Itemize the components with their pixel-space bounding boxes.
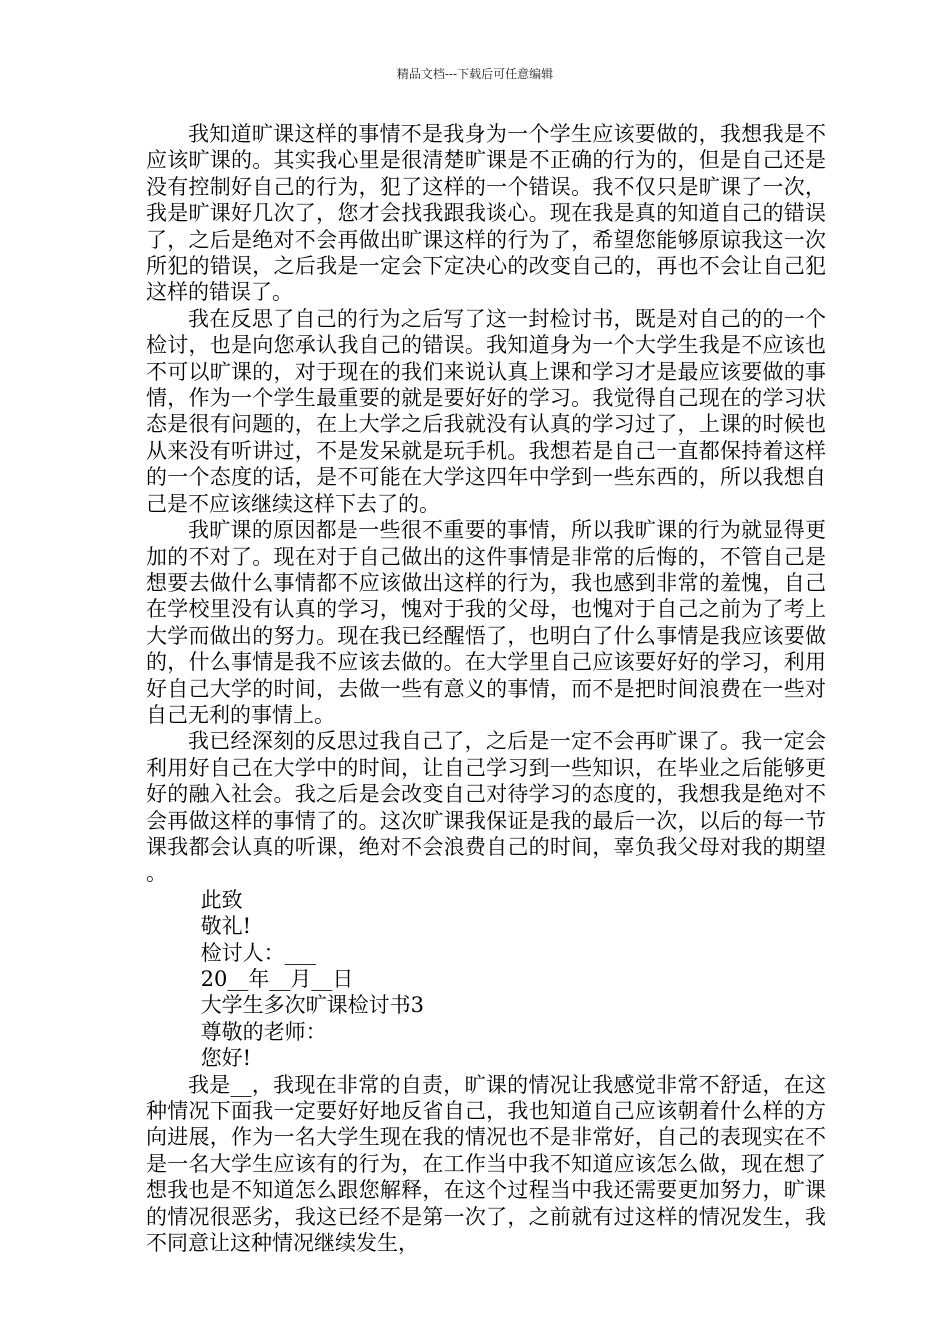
document-body [146, 121, 826, 1256]
page-header: 精品文档---下载后可任意编辑 [396, 67, 554, 81]
signer-line: 检讨人：___ [200, 940, 317, 965]
closing-salutation: 此致 [200, 887, 243, 912]
paragraph-4: 我已经深刻的反思过我自己了，之后是一定不会再旷课了。我一定会利用好自己在大学中的时间，让自己学习到一些知识，在毕业之后能够更好的融入社会。我之后是会改变自己对待学习的态度的，我想我是绝对不会再做这样的事情了的。这次旷课我保证是我的最后一次，以后的每一节课我都会认真的听课，绝对不会浪费自己的时间，辜负我父母对我的期望。 [146, 729, 826, 886]
date-line: 20__年__月__日 [200, 967, 354, 991]
paragraph-1: 我知道旷课这样的事情不是我身为一个学生应该要做的，我想我是不应该旷课的。其实我心里是很清楚旷课是不正确的行为的，但是自己还是没有控制好自己的行为，犯了这样的一个错误。我不仅只是旷课了一次，我是旷课好几次了，您才会找我跟我谈心。现在我是真的知道自己的错误了，之后是绝对不会再做出旷课这样的行为了，希望您能够原谅我这一次所犯的错误，之后我是一定会下定决心的改变自己的，再也不会让自己犯这样的错误了。 [146, 122, 826, 305]
letter-title: 大学生多次旷课检讨书3 [200, 993, 424, 1018]
letter-hello: 您好! [200, 1046, 252, 1071]
paragraph-2: 我在反思了自己的行为之后写了这一封检讨书，既是对自己的的一个检讨，也是向您承认我自己的错误。我知道身为一个大学生我是不应该也不可以旷课的，对于现在的我们来说认真上课和学习才是最应该要做的事情，作为一个学生最重要的就是要好好的学习。我觉得自己现在的学习状态是很有问题的，在上大学之后我就没有认真的学习过了，上课的时候也从来没有听讲过，不是发呆就是玩手机。我想若是自己一直都保持着这样的一个态度的话，是不可能在大学这四年中学到一些东西的，所以我想自己是不应该继续这样下去了的。 [146, 306, 826, 516]
letter-greeting: 尊敬的老师： [200, 1019, 327, 1044]
paragraph-3: 我旷课的原因都是一些很不重要的事情，所以我旷课的行为就显得更加的不对了。现在对于自己做出的这件事情是非常的后悔的，不管自己是想要去做什么事情都不应该做出这样的行为，我也感到非常的羞愧，自己在学校里没有认真的学习，愧对于我的父母，也愧对于自己之前为了考上大学而做出的努力。现在我已经醒悟了，也明白了什么事情是我应该要做的，什么事情是我不应该去做的。在大学里自己应该要好好的学习，利用好自己大学的时间，去做一些有意义的事情，而不是把时间浪费在一些对自己无利的事情上。 [146, 518, 826, 727]
closing-regards: 敬礼! [200, 914, 252, 939]
letter-paragraph-1: 我是__，我现在非常的自责，旷课的情况让我感觉非常不舒适，在这种情况下面我一定要好好地反省自己，我也知道自己应该朝着什么样的方向进展，作为一名大学生现在我的情况也不是非常好，自己的表现实在不是一名大学生应该有的行为，在工作当中我不知道应该怎么做，现在想了想我也是不知道怎么跟您解释，在这个过程当中我还需要更加努力，旷课的情况很恶劣，我这已经不是第一次了，之前就有过这样的情况发生，我不同意让这种情况继续发生， [146, 1072, 826, 1256]
